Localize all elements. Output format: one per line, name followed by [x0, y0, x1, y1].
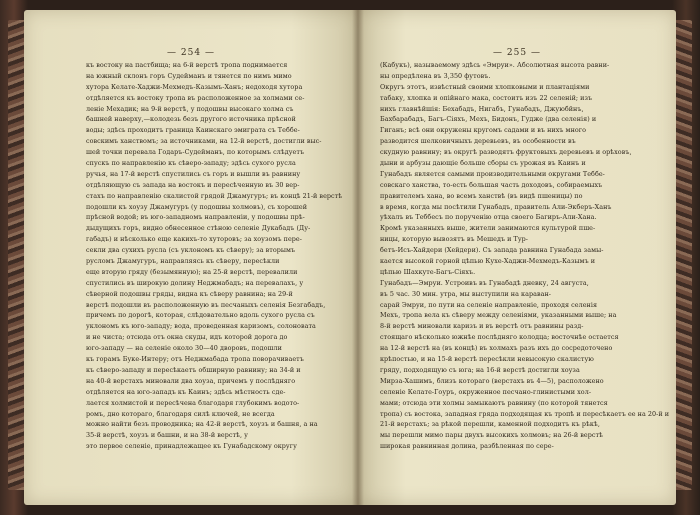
text-line: сѣверной подошвы гряды, видна къ сѣверу равнина; на 29-й: [86, 289, 293, 298]
text-line: на 40-й верстахъ миновали два хоуза, причемъ у послѣдняго: [86, 376, 296, 385]
text-line: правителемъ хана, во всемъ ханствѣ (въ видѣ пшеницы) по: [380, 191, 583, 200]
text-line: уклономъ къ юго-западу; вода, проведенная каризомъ, солоновата: [86, 322, 316, 331]
right-page-number: — 255 —: [493, 48, 541, 58]
text-line: хутора Келате-Хаджи-Мехмедъ-Казымъ-Ханъ; недоходя хутора: [86, 82, 303, 91]
text-line: совскаго ханства, то-есть большая часть доходовъ, собираемыхъ: [380, 180, 603, 189]
text-line: кается высокой горной цѣпью Кухе-Хаджи-Мехмедъ-Казымъ и: [380, 257, 596, 266]
text-line: гряду, подходящую съ юга; на 16-й верстѣ достигли хоуза: [380, 365, 580, 374]
text-line: стахъ по направленію скалистой грядой Джамугуръ; въ концѣ 21-й верстѣ: [86, 191, 343, 200]
text-line: селеніе Келате-Гоуръ, окруженное песчано-глинистыми хол-: [380, 387, 592, 396]
text-line: мы перешли мимо пары двухъ высокихъ холмовъ; на 26-й верстѣ: [380, 431, 603, 440]
text-line: скудную равнину; въ округѣ разводятъ фруктовыхъ деревьевъ и орѣховъ,: [380, 148, 632, 157]
text-line: табаку, хлопка и опійнаго мака, состоитъ изъ 22 селеній; изъ: [380, 93, 593, 102]
text-line: въ 5 час. 30 мин. утра, мы выступили на караван-: [380, 289, 551, 298]
text-line: спускъ по направленію къ сѣверо-западу; здѣсь сухого русла: [86, 159, 296, 168]
text-line: ромъ, дно котораго, благодаря силѣ ключей, не всегда: [86, 409, 275, 418]
text-line: можно найти безъ проводника; на 42-й верстѣ, хоузъ и башня, а на: [86, 420, 318, 429]
text-line: леніе Мехадик; на 9-й верстѣ, у подошвы высокаго холма съ: [86, 104, 294, 113]
left-page-text: [86, 60, 341, 452]
text-line: подошли къ хоузу Джамугуръ (у подошвы холмовъ), съ хорошей: [86, 202, 308, 211]
text-line: ницы, которую вывозятъ въ Мешедъ и Тур-: [380, 235, 529, 244]
marbled-edge-right: [674, 20, 692, 490]
text-line: ручья, на 17-й верстѣ спустились съ горъ и вышли въ равнину: [86, 169, 301, 178]
text-line: разводится шелковичныхъ деревьевъ, въ особенности въ: [380, 137, 576, 146]
text-line: крѣпостью, и на 15-й верстѣ пересѣкли невысокую скалистую: [380, 355, 594, 364]
text-line: Бахбарабадъ, Багъ-Сіяхъ, Мехъ, Бидонъ, Гудже (два селенія) и: [380, 115, 597, 124]
text-line: къ горамъ Буке-Интеру; отъ Неджмабада тропа поворачиваетъ: [86, 355, 304, 364]
text-line: лается холмистой и пересѣчена благодаря глубокимъ водото-: [86, 398, 300, 407]
text-line: стоящаго нѣсколько южнѣе послѣдняго колодца; восточнѣе остается: [380, 333, 619, 342]
text-line: дыни и арбузы дающіе больше сборы съ урожая въ Каинъ и: [380, 159, 586, 168]
text-line: еще вторую гряду (безымянную); на 25-й верстѣ, перевалили: [86, 267, 298, 276]
text-line: и не чиста; отсюда отъ окна скуды, идъ которой дорога до: [86, 333, 288, 342]
text-line: воды; здѣсь проходитъ граница Каинскаго эмиграта съ Теббе-: [86, 126, 300, 135]
text-line: отдѣляется на юго-западъ къ Каинъ; здѣсь мѣстность сде-: [86, 387, 286, 396]
text-line: в время, когда мы посѣтили Гунабадъ, правитель Али-Экберъ-Ханъ: [380, 202, 612, 211]
text-line: Гиганъ; всѣ они окружены кругомъ садами и въ нихъ много: [380, 126, 587, 135]
text-line: широкая равнинная долина, разбѣленная по сере-: [380, 442, 554, 451]
text-line: сарай Эмруи, по пути на селеніе направленіе, проходя селенія: [380, 300, 598, 309]
text-line: ны опредѣлена въ 3,350 футовъ.: [380, 71, 491, 80]
text-line: тропа) съ востока, западная гряда подходящая къ тропѣ и пересѣкаетъ ее на 20-й и: [380, 409, 670, 418]
text-line: отдѣляется къ востоку тропа въ расположенное за холмами се-: [86, 93, 305, 102]
right-page: [358, 10, 676, 505]
text-line: на южный склонъ горъ Судейманъ и тянется по нимъ мимо: [86, 71, 292, 80]
text-line: 21-й верстахъ; за рѣкой перешли, каменной подходитъ къ рѣкѣ,: [380, 420, 600, 429]
text-line: башней наверху,—колодезь безъ другого источника прѣсной: [86, 115, 296, 124]
text-line: спустились въ широкую долину Неджмабадъ; на перевалахъ, у: [86, 278, 304, 287]
text-line: нихъ главнѣйшія: Бехабадъ, Нигабъ, Гунабадъ, Джуюбйнъ,: [380, 104, 584, 113]
text-line: причемъ по дорогѣ, которая, слѣдовательно вдоль сухого русла съ: [86, 311, 315, 320]
text-line: Округъ этотъ, извѣстный своими хлопковыми и плантаціями: [380, 82, 590, 91]
text-line: шей точки перевала Годаръ-Судейманъ, по которымъ слѣдуетъ: [86, 148, 305, 157]
text-line: къ сѣверо-западу и пересѣкаетъ обширную равнину; на 34-й и: [86, 365, 301, 374]
book-gutter: [352, 10, 364, 505]
text-line: 35-й верстѣ, хоузъ и башни, и на 38-й верстѣ, у: [86, 431, 248, 440]
text-line: секли два сухихъ русла (съ уклономъ къ сѣверу); за вторымъ: [86, 246, 296, 255]
text-line: 8-й верстѣ миновали каризъ и въ верстѣ отъ равнины разд-: [380, 322, 584, 331]
text-line: (Кабукъ), называемому здѣсь «Эмруи». Абсолютная высота равни-: [380, 61, 610, 69]
text-line: дыдущихъ горъ, видно обнесенное стѣною селеніе Дукабадъ (Ду-: [86, 224, 311, 233]
text-line: Гунабадъ является самыми производительными округами Теббе-: [380, 169, 605, 178]
text-line: къ востоку на пастбища; на 6-й верстѣ тропа поднимается: [86, 61, 288, 69]
text-line: Мехъ, тропа вела къ сѣверу между селеніями, указанными выше; на: [380, 311, 617, 320]
text-line: совскимъ ханствомъ; за источниками, на 12-й верстѣ, достигли выс-: [86, 137, 322, 146]
text-line: мами; отсюда эти холмы замыкаютъ равнину (по которой тянется: [380, 398, 608, 407]
text-line: цѣпью Шахкуте-Багъ-Сіяхъ.: [380, 267, 476, 276]
text-line: бетъ-Исъ-Хайдери (Хейдери). Съ запада равнина Гунабада замы-: [380, 246, 604, 255]
left-page: [24, 10, 358, 505]
left-page-number: — 254 —: [167, 48, 215, 58]
text-line: юго-западу — на селеніе около 30—40 дворовъ, подошли: [86, 344, 282, 353]
text-line: уѣхалъ въ Теббесъ по порученію отца своего Багиръ-Али-Хана.: [380, 213, 597, 222]
text-line: верстѣ подошли въ расположенную въ песчаныхъ селенія Безгабадъ,: [86, 300, 326, 309]
text-line: отдѣляющую съ запада на востокъ и пересѣченную въ 30 вер-: [86, 180, 300, 189]
text-line: прѣсной водой; въ юго-западномъ направленіи, у подошвы прѣ-: [86, 213, 305, 222]
right-page-text: [380, 60, 670, 452]
text-line: это первое селеніе, принадлежащее къ Гунабадскому округу: [86, 442, 297, 451]
text-line: Гунабадъ—Эмруи. Устроивъ въ Гунабадѣ дневку, 24 августа,: [380, 278, 589, 287]
text-line: русломъ Джамугуръ, направляясь къ сѣверу, пересѣкли: [86, 257, 280, 266]
text-line: габадъ) и нѣсколько еще какихъ-то хуторовъ; за хоузомъ пере-: [86, 235, 302, 244]
text-line: на 12-й верстѣ на (въ концѣ) въ холмахъ разъ ихъ до сосредоточено: [380, 344, 613, 353]
text-line: Кромѣ указанныхъ выше, жители занимаются культурой пше-: [380, 224, 596, 233]
text-line: Мирза-Хашимъ, близъ котораго (верстахъ въ 4—5), расположено: [380, 376, 604, 385]
